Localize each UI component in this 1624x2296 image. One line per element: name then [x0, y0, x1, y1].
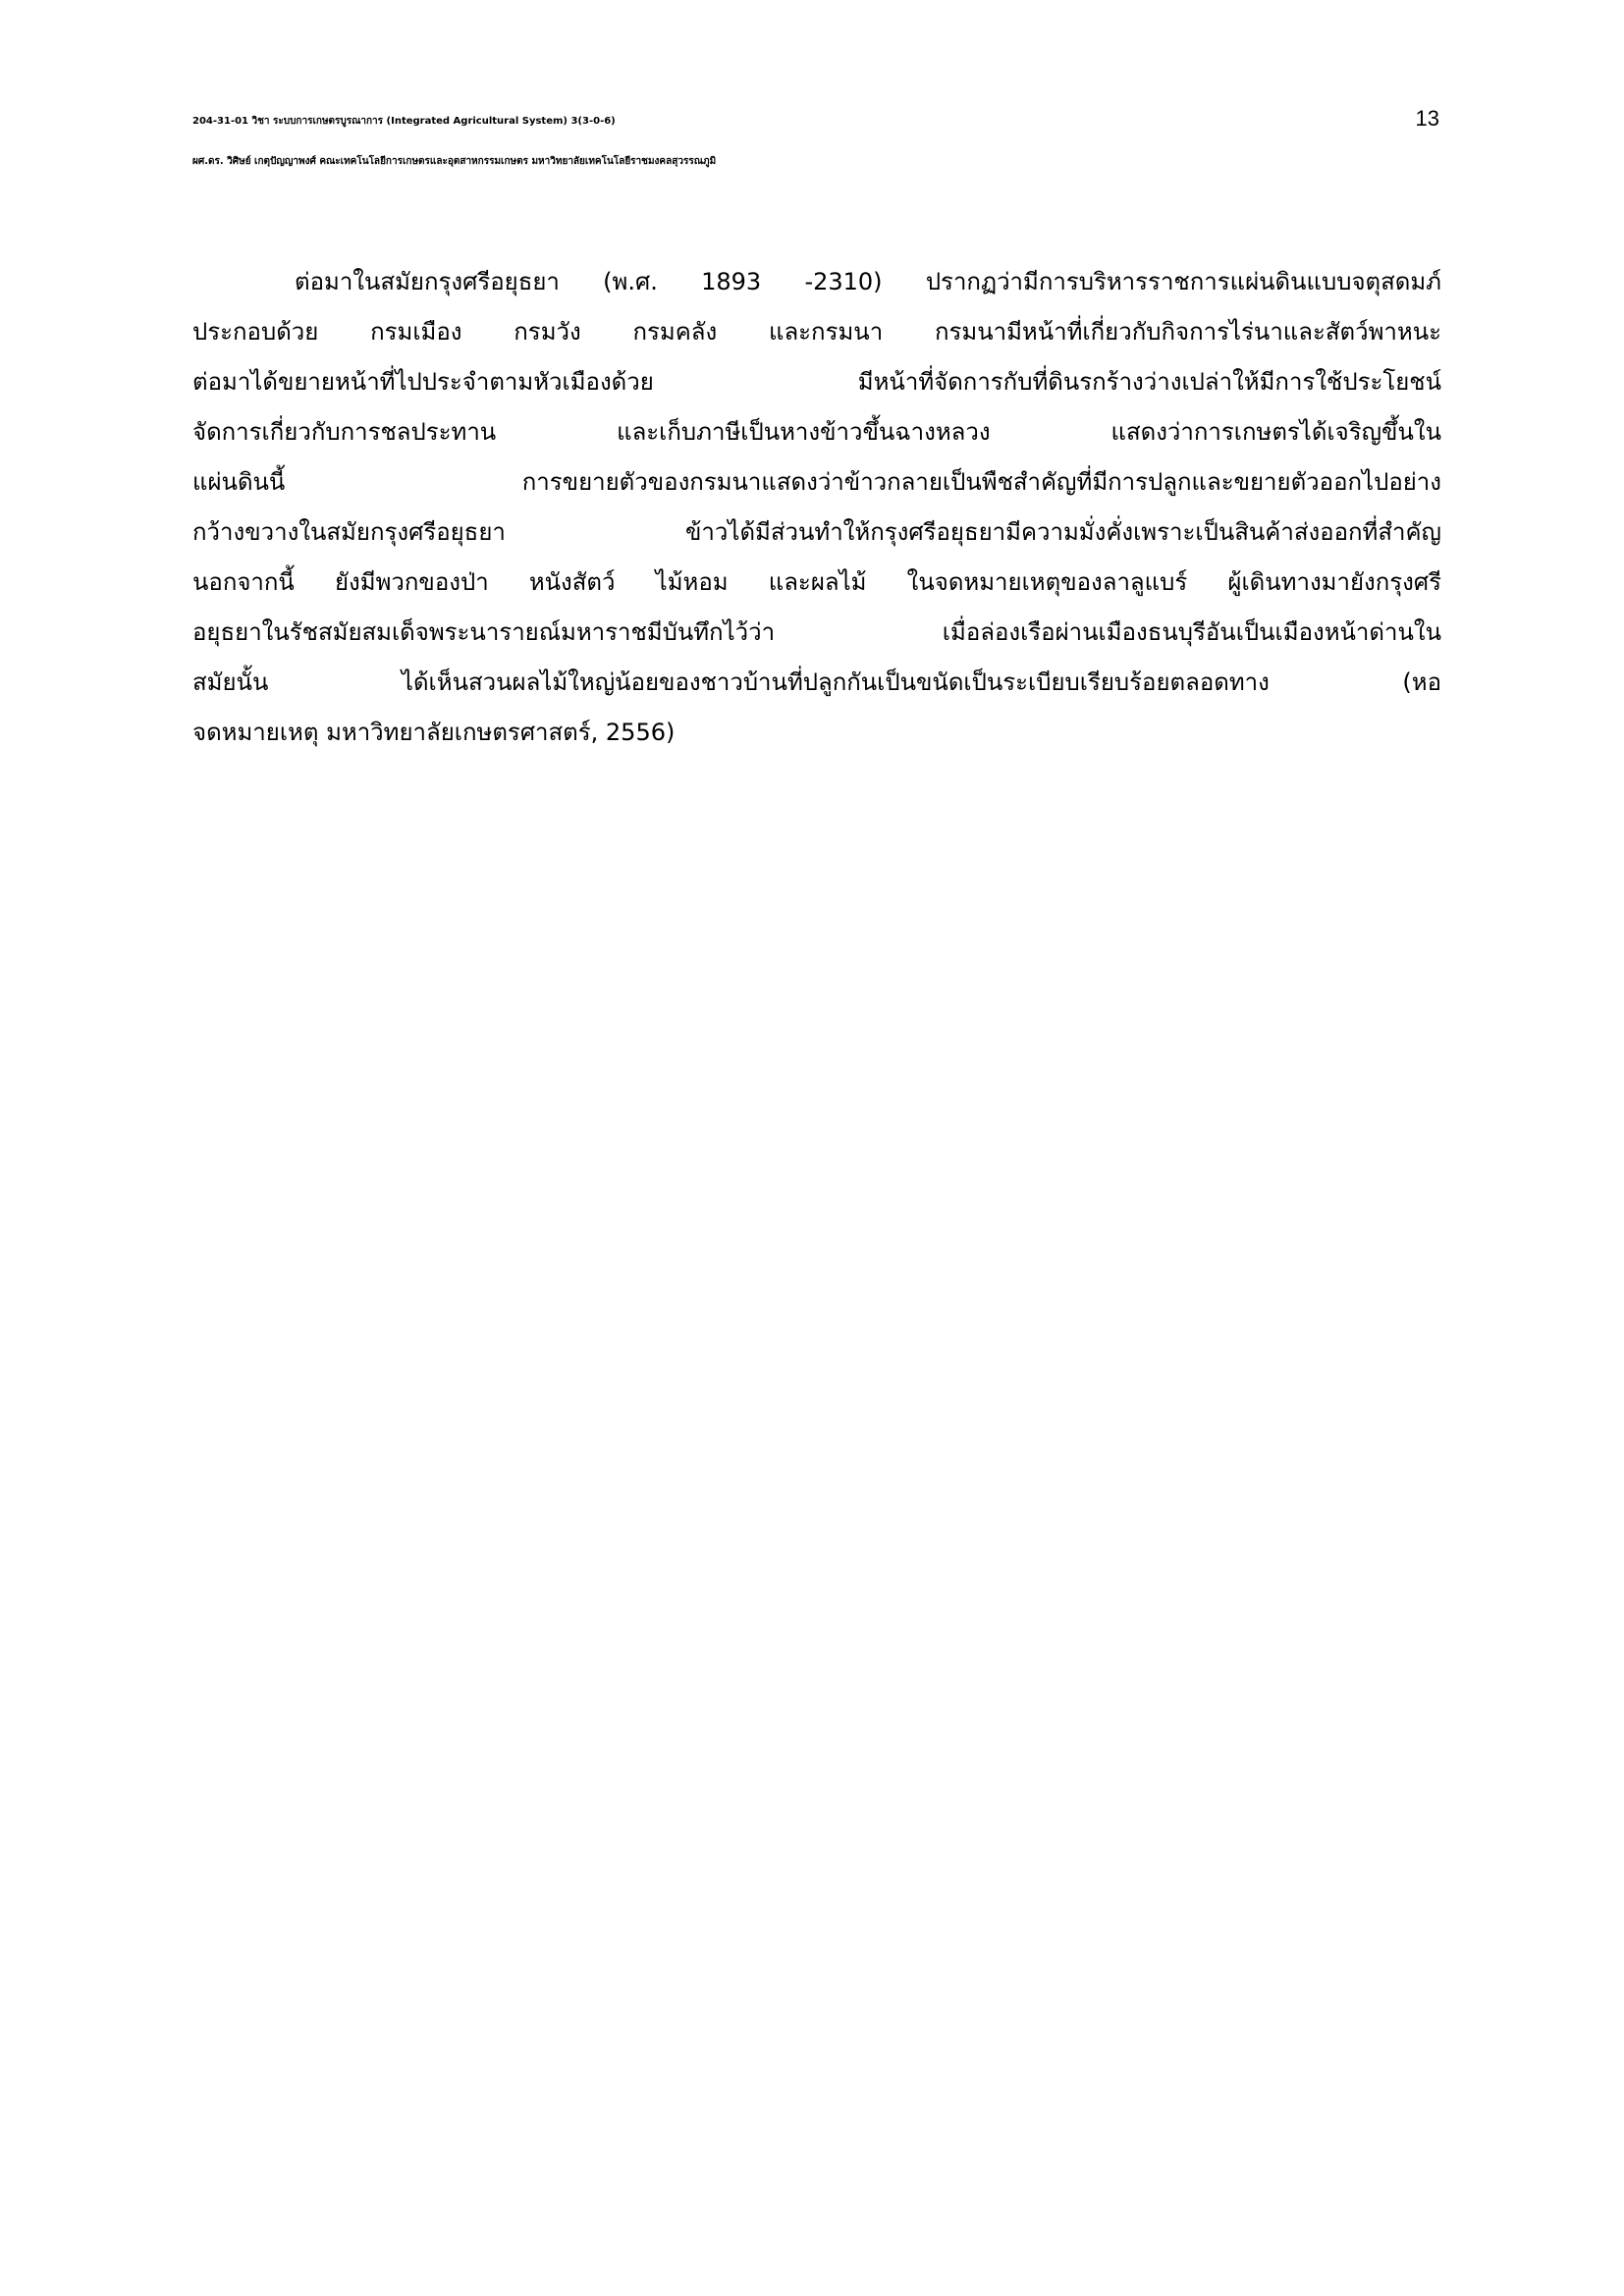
- paragraph-line: ประกอบด้วย กรมเมือง กรมวัง กรมคลัง และกรมนา กรมนามีหน้าที่เกี่ยวกับกิจการไร่นาและสัตว์พาหนะ: [192, 318, 1441, 346]
- paragraph-line: อยุธยาในรัชสมัยสมเด็จพระนารายณ์มหาราชมีบันทึกไว้ว่า เมื่อล่องเรือผ่านเมืองธนบุรีอันเป็นเมืองหน้าด่านใน: [192, 618, 1441, 646]
- page-header: [192, 106, 1439, 174]
- body-paragraph: [192, 257, 1441, 758]
- page-number: 13: [1415, 106, 1439, 131]
- paragraph-line: จดหมายเหตุ มหาวิทยาลัยเกษตรศาสตร์, 2556): [192, 719, 676, 746]
- course-title: 204-31-01 วิชา ระบบการเกษตรบูรณาการ (Integrated Agricultural System) 3(3-0-6): [192, 116, 616, 127]
- paragraph-line: นอกจากนี้ ยังมีพวกของป่า หนังสัตว์ ไม้หอม และผลไม้ ในจดหมายเหตุของลาลูแบร์ ผู้เดินทางมายังกรุงศรี: [192, 568, 1441, 596]
- paragraph-line: ต่อมาได้ขยายหน้าที่ไปประจำตามหัวเมืองด้วย มีหน้าที่จัดการกับที่ดินรกร้างว่างเปล่าให้มีการใช้ประโยชน์: [192, 368, 1441, 396]
- paragraph-line: แผ่นดินนี้ การขยายตัวของกรมนาแสดงว่าข้าวกลายเป็นพืชสำคัญที่มีการปลูกและขยายตัวออกไปอย่าง: [192, 468, 1441, 496]
- paragraph-line: จัดการเกี่ยวกับการชลประทาน และเก็บภาษีเป็นหางข้าวขึ้นฉางหลวง แสดงว่าการเกษตรได้เจริญขึ้นใน: [192, 418, 1441, 446]
- paragraph-line: กว้างขวางในสมัยกรุงศรีอยุธยา ข้าวได้มีส่วนทำให้กรุงศรีอยุธยามีความมั่งคั่งเพราะเป็นสินค้าส่งออกที่สำคัญ: [192, 518, 1441, 546]
- paragraph-line: ต่อมาในสมัยกรุงศรีอยุธยา (พ.ศ. 1893 -2310) ปรากฏว่ามีการบริหารราชการแผ่นดินแบบจตุสดมภ์: [295, 268, 1441, 295]
- paragraph-line: สมัยนั้น ได้เห็นสวนผลไม้ใหญ่น้อยของชาวบ้านที่ปลูกกันเป็นขนัดเป็นระเบียบเรียบร้อยตลอดทาง (หอ: [192, 668, 1441, 696]
- author-affiliation: ผศ.ดร. วิศิษย์ เกตุปัญญาพงศ์ คณะเทคโนโลยีการเกษตรและอุตสาหกรรมเกษตร มหาวิทยาลัยเทคโนโลยีราชมงคลสุวรรณภูมิ: [192, 156, 717, 167]
